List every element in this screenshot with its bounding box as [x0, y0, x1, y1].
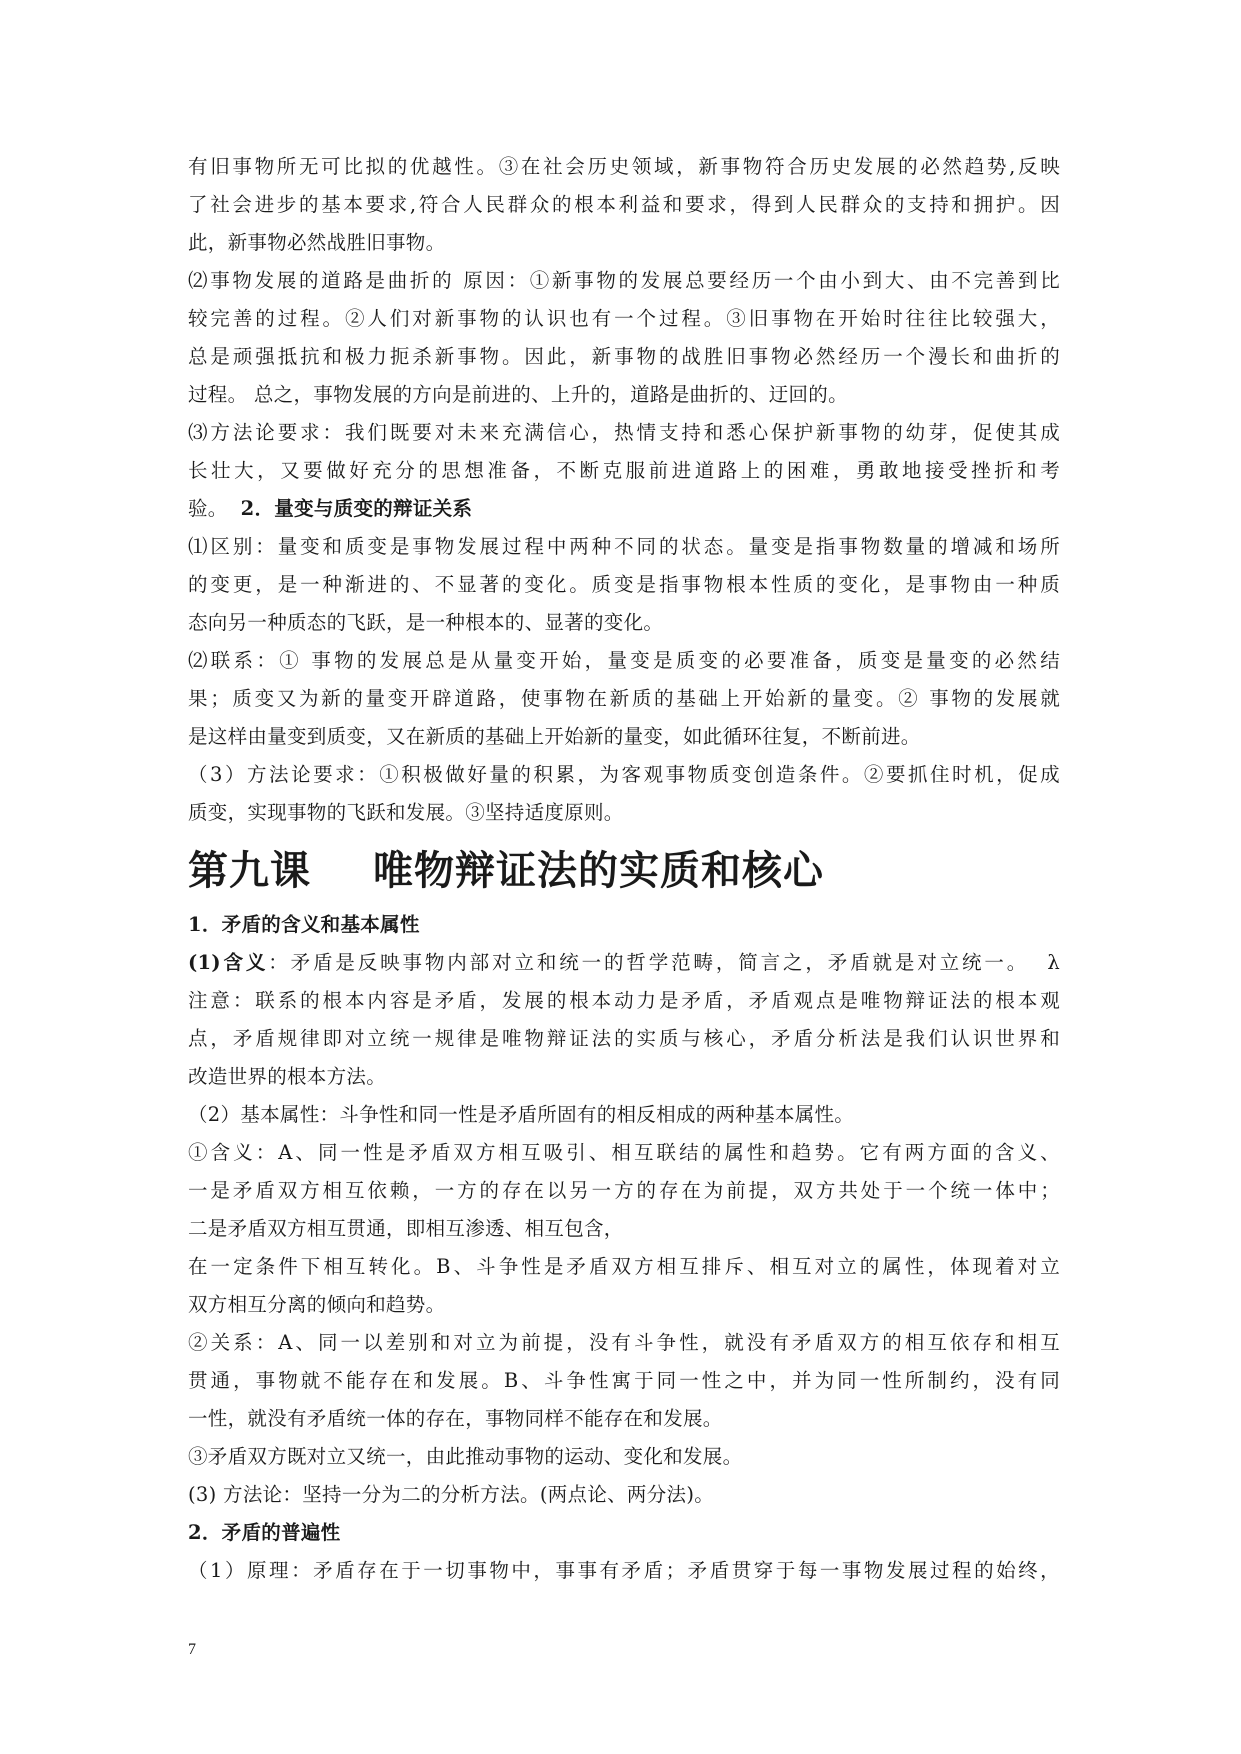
paragraph-line: （1）原理：矛盾存在于一切事物中，事事有矛盾；矛盾贯穿于每一事物发展过程的始终，	[188, 1559, 1060, 1582]
paragraph-line: 了社会进步的基本要求,符合人民群众的根本利益和要求，得到人民群众的支持和拥护。因	[188, 193, 1060, 216]
paragraph-line: 点，矛盾规律即对立统一规律是唯物辩证法的实质与核心，矛盾分析法是我们认识世界和	[188, 1027, 1060, 1050]
paragraph-line: 二是矛盾双方相互贯通，即相互渗透、相互包含，	[188, 1217, 624, 1240]
section-heading: 1．矛盾的含义和基本属性	[188, 913, 420, 936]
paragraph-line: 有旧事物所无可比拟的优越性。③在社会历史领域，新事物符合历史发展的必然趋势,反映	[188, 155, 1060, 178]
paragraph-line: （3）方法论要求：①积极做好量的积累，为客观事物质变创造条件。②要抓住时机，促成	[188, 763, 1060, 786]
paragraph-line: 此，新事物必然战胜旧事物。	[188, 231, 446, 254]
paragraph-line: 质变，实现事物的飞跃和发展。③坚持适度原则。	[188, 801, 624, 824]
paragraph-line: ⑵联系：① 事物的发展总是从量变开始，量变是质变的必要准备，质变是量变的必然结	[188, 649, 1060, 672]
paragraph-line	[188, 944, 1060, 982]
paragraph-line: 果；质变又为新的量变开辟道路，使事物在新质的基础上开始新的量变。② 事物的发展就	[188, 687, 1060, 710]
paragraph-line: 改造世界的根本方法。	[188, 1065, 387, 1088]
section-heading: 2．矛盾的普遍性	[188, 1521, 341, 1544]
paragraph-line: ②关系：A、同一以差别和对立为前提，没有斗争性，就没有矛盾双方的相互依存和相互	[188, 1331, 1060, 1354]
paragraph-line: ⑵事物发展的道路是曲折的 原因：①新事物的发展总要经历一个由小到大、由不完善到比	[188, 269, 1060, 292]
paragraph-line: 总是顽强抵抗和极力扼杀新事物。因此，新事物的战胜旧事物必然经历一个漫长和曲折的	[188, 345, 1060, 368]
paragraph-line: 是这样由量变到质变，又在新质的基础上开始新的量变，如此循环往复，不断前进。	[188, 725, 921, 748]
paragraph-line: (3) 方法论：坚持一分为二的分析方法。(两点论、两分法)。	[188, 1483, 715, 1506]
paragraph-line: 一是矛盾双方相互依赖，一方的存在以另一方的存在为前提，双方共处于一个统一体中；	[188, 1179, 1060, 1202]
section-heading: 2．量变与质变的辩证关系	[240, 497, 473, 520]
document-page	[188, 148, 1060, 1590]
term-label: (1)含义	[188, 951, 269, 974]
paragraph-line: 的变更，是一种渐进的、不显著的变化。质变是指事物根本性质的变化，是事物由一种质	[188, 573, 1060, 596]
paragraph-line: 较完善的过程。②人们对新事物的认识也有一个过程。③旧事物在开始时往往比较强大，	[188, 307, 1060, 330]
paragraph-line: 过程。 总之，事物发展的方向是前进的、上升的，道路是曲折的、迂回的。	[188, 383, 848, 406]
paragraph-line: ⑶方法论要求：我们既要对未来充满信心，热情支持和悉心保护新事物的幼芽，促使其成	[188, 421, 1060, 444]
paragraph-line: （2）基本属性：斗争性和同一性是矛盾所固有的相反相成的两种基本属性。	[188, 1103, 855, 1126]
paragraph-line: ①含义：A、同一性是矛盾双方相互吸引、相互联结的属性和趋势。它有两方面的含义、	[188, 1141, 1060, 1164]
chapter-number: 第九课	[188, 847, 311, 894]
page-number: 7	[188, 1641, 196, 1658]
chapter-title	[188, 838, 1060, 904]
paragraph-line: 贯通，事物就不能存在和发展。B、斗争性寓于同一性之中，并为同一性所制约，没有同	[188, 1369, 1060, 1392]
line-prefix: 验。	[188, 497, 241, 520]
paragraph-line: 注意：联系的根本内容是矛盾，发展的根本动力是矛盾，矛盾观点是唯物辩证法的根本观	[188, 989, 1060, 1012]
chapter-name: 唯物辩证法的实质和核心	[373, 847, 824, 894]
paragraph-line: ⑴区别：量变和质变是事物发展过程中两种不同的状态。量变是指事物数量的增减和场所	[188, 535, 1060, 558]
paragraph-line: 态向另一种质态的飞跃，是一种根本的、显著的变化。	[188, 611, 664, 634]
paragraph-line: 在一定条件下相互转化。B、斗争性是矛盾双方相互排斥、相互对立的属性，体现着对立	[188, 1255, 1060, 1278]
paragraph-line: 长壮大，又要做好充分的思想准备，不断克服前进道路上的困难，勇敢地接受挫折和考	[188, 459, 1060, 482]
paragraph-line: 一性，就没有矛盾统一体的存在，事物同样不能存在和发展。	[188, 1407, 723, 1430]
paragraph-line: 双方相互分离的倾向和趋势。	[188, 1293, 446, 1316]
paragraph-line	[188, 490, 1060, 528]
paragraph-line: ③矛盾双方既对立又统一，由此推动事物的运动、变化和发展。	[188, 1445, 743, 1468]
term-definition: ：矛盾是反映事物内部对立和统一的哲学范畴，简言之，矛盾就是对立统一。 λ	[268, 951, 1060, 974]
